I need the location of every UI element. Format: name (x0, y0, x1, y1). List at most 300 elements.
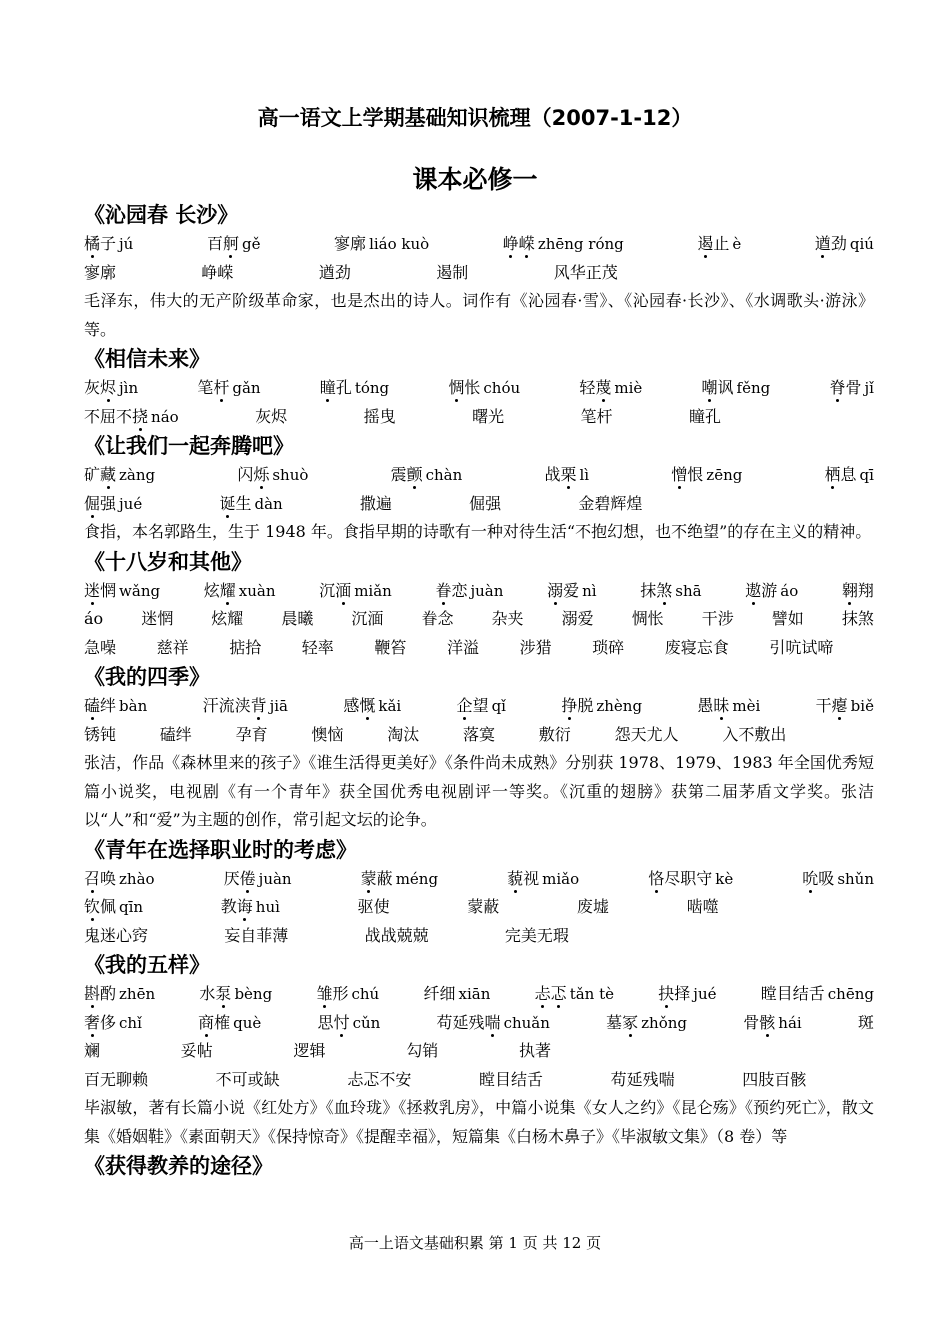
dotted-char: 瘪 (831, 696, 848, 715)
vocab-word (198, 1009, 261, 1038)
vocab-word (84, 1066, 148, 1095)
word-text: 苟延残喘 (610, 1069, 675, 1089)
dotted-char: 喘 (484, 1012, 501, 1032)
dotted-char: 雏 (316, 984, 333, 1003)
word-text: 惘 (100, 580, 117, 600)
word-text: 形 (332, 984, 349, 1003)
dotted-char: 眷 (435, 580, 452, 600)
pinyin: lì (579, 466, 590, 484)
word-text: 干 (815, 696, 832, 715)
vocab-row (84, 893, 874, 922)
dotted-char: 昧 (713, 696, 730, 715)
paragraph: 毕淑敏，著有长篇小说《红处方》《血玲珑》《拯救乳房》，中篇小说集《女人之约》《昆仑殇》《预约死亡》，散文集《婚姻鞋》《素面朝天》《保持惊奇》《提醒幸福》，短篇集《白杨木鼻子》《毕淑敏文集》（8 卷）等 (84, 1098, 874, 1146)
vocab-word (547, 577, 597, 606)
vocab-row (84, 230, 874, 259)
dotted-char: 蒙 (360, 868, 377, 888)
pinyin: zhèng (596, 697, 643, 715)
pinyin: xuàn (238, 581, 276, 600)
vocab-word (391, 461, 463, 490)
dotted-char: 钦 (84, 897, 101, 916)
word-text: 细 (439, 984, 456, 1003)
word-text: 勾销 (406, 1041, 439, 1060)
pinyin: shǔn (837, 869, 874, 888)
vocab-word (632, 605, 664, 634)
word-text: 止 (713, 234, 730, 253)
vocab-word (472, 403, 504, 432)
word-text: 矿 (84, 465, 101, 484)
section (84, 1151, 874, 1181)
vocab-word (578, 490, 642, 519)
dotted-char: 橘 (84, 234, 101, 253)
word-text: 引吭试啼 (769, 637, 834, 657)
vocab-word (360, 490, 392, 519)
dotted-char: 藐 (507, 868, 524, 888)
vocab-word (347, 1066, 411, 1095)
word-text: áo (84, 609, 104, 628)
vocab-word (334, 230, 429, 259)
vocab-word (84, 865, 155, 894)
section-title: 《相信未来》 (84, 347, 210, 371)
pinyin: chóu (483, 379, 521, 397)
section-title: 《获得教养的途径》 (84, 1154, 273, 1178)
vocab-word (320, 374, 389, 403)
pinyin: áo (780, 581, 799, 600)
pinyin: zhào (119, 869, 155, 888)
vocab-word (204, 577, 276, 606)
section-title: 《青年在选择职业时的考虑》 (84, 837, 357, 862)
vocab-word (374, 634, 406, 663)
word-text: 怅 (464, 378, 481, 397)
vocab-word (648, 865, 733, 894)
vocab-word (237, 461, 308, 490)
word-text: 完美无瑕 (504, 925, 569, 945)
section (84, 662, 874, 835)
pinyin: chǐ (119, 1013, 142, 1032)
word-text: 孕育 (235, 724, 268, 744)
word-text: 吸 (818, 868, 835, 888)
pinyin: huì (255, 898, 280, 916)
word-text: 寥廓 (84, 262, 117, 282)
vocab-word (219, 490, 282, 519)
vocab-row (84, 922, 874, 951)
vocab-word (492, 605, 524, 634)
vocab-word (358, 893, 390, 922)
dotted-char: 泵 (215, 984, 232, 1003)
dotted-char: 忖 (333, 1012, 350, 1032)
pinyin: tǎn tè (569, 985, 614, 1003)
pinyin: chàn (425, 466, 463, 484)
dotted-char: 湎 (335, 580, 352, 600)
section-title: 《我的五样》 (84, 953, 210, 977)
document-subtitle: 课本必修一 (412, 165, 538, 194)
vocab-word (671, 461, 742, 490)
dotted-char: 烬 (100, 378, 117, 397)
word-text: 择 (674, 984, 691, 1003)
vocab-word (702, 374, 771, 403)
word-text: 炫耀 (211, 609, 244, 628)
vocab-row (84, 259, 874, 288)
vocab-word (479, 1066, 543, 1095)
vocab-word (697, 230, 741, 259)
word-text: 沉 (319, 580, 336, 600)
vocab-word (463, 721, 495, 750)
word-text: 逻辑 (293, 1041, 326, 1060)
word-text: 百 (206, 234, 223, 253)
word-text: 骨 (845, 378, 862, 397)
word-text: 风华正茂 (553, 262, 618, 282)
dotted-char: 恪 (648, 868, 665, 888)
vocab-word (365, 922, 429, 951)
document-body (84, 200, 874, 1181)
vocab-word (84, 692, 147, 721)
paragraph: 张洁，作品《森林里来的孩子》《谁生活得更美好》《条件尚未成熟》分别获 1978、1979、1983 年全国优秀短篇小说奖，电视剧《有一个青年》获全国优秀电视剧评一等奖。《沉重的翅膀》获第二届茅盾文学奖。张洁以“人”和“爱”为主题的创作，常引起文坛的论争。 (84, 753, 874, 829)
word-text: 水 (199, 984, 216, 1003)
word-text: 啮噬 (686, 897, 719, 916)
pinyin: mèi (732, 697, 761, 715)
vocab-word (203, 692, 288, 721)
word-text: 墓 (606, 1012, 623, 1032)
vocab-word (457, 692, 506, 721)
word-text: 废墟 (576, 897, 609, 916)
pinyin: jǐ (864, 379, 874, 397)
word-text: 斓 (84, 1041, 101, 1060)
vocab-word (343, 692, 401, 721)
vocab-word (84, 230, 133, 259)
dotted-char: 憎 (671, 465, 688, 484)
vocab-word (769, 634, 833, 663)
section-title: 《沁园春 长沙》 (84, 203, 239, 227)
pinyin: bàn (119, 697, 148, 715)
dotted-char: 遏 (697, 234, 714, 253)
word-text: 震 (390, 465, 407, 484)
vocab-word (423, 980, 490, 1009)
vocab-word (84, 403, 179, 432)
vocab-word (665, 634, 729, 663)
word-text: 入不敷出 (722, 724, 787, 744)
word-text: 不屈不 (84, 406, 133, 426)
word-text: 轻率 (301, 637, 334, 657)
word-text: 子 (100, 234, 117, 253)
dotted-char: 冢 (622, 1012, 639, 1032)
word-text: 骨 (743, 1012, 760, 1032)
vocab-word (742, 1066, 806, 1095)
section (84, 344, 874, 431)
vocab-word (520, 634, 552, 663)
vocab-word (448, 374, 520, 403)
word-text: 闪 (237, 465, 254, 484)
dotted-char: 遒 (814, 234, 831, 253)
vocab-word (224, 865, 292, 894)
word-text: 恋 (451, 580, 468, 600)
vocab-word (281, 605, 313, 634)
section (84, 200, 874, 344)
word-text: 磕绊 (159, 724, 192, 744)
dotted-char: 嘲 (701, 378, 718, 397)
vocab-word (640, 577, 701, 606)
dotted-char: 忐忑 (534, 984, 567, 1003)
word-text: 爱 (563, 580, 580, 600)
dotted-char: 蔑 (595, 378, 612, 397)
word-text: 蔽 (376, 868, 393, 888)
vocab-word (364, 403, 396, 432)
word-text: 战战兢兢 (364, 925, 429, 945)
vocab-word (722, 721, 786, 750)
vocab-word (437, 1009, 550, 1038)
word-text: 愚 (697, 696, 714, 715)
pinyin: náo (151, 407, 179, 426)
vocab-word (84, 980, 155, 1009)
dotted-char: 遨 (745, 580, 762, 600)
vocab-word (842, 577, 874, 606)
vocab-word (311, 721, 343, 750)
word-text: 迷惘 (141, 609, 174, 628)
dotted-char: 峥嵘 (502, 234, 535, 253)
vocab-word (842, 605, 874, 634)
word-text: 瞠目结舌 (478, 1069, 543, 1089)
vocab-word (84, 577, 160, 606)
pinyin: fěng (736, 379, 771, 397)
dotted-char: 迷 (84, 580, 101, 600)
word-text: 佩 (100, 897, 117, 916)
vocab-word (199, 980, 272, 1009)
word-text: 懊恼 (311, 724, 344, 744)
dotted-char: 背 (250, 696, 267, 715)
vocab-word (351, 605, 383, 634)
vocab-word (207, 230, 261, 259)
vocab-row (84, 403, 874, 432)
dotted-char: 煞 (656, 580, 673, 600)
word-text: 孔 (335, 378, 352, 397)
word-text: 劲 (830, 234, 847, 253)
word-text: 杂夹 (491, 609, 524, 628)
dotted-char: 诞 (219, 493, 236, 513)
pinyin: xiān (458, 985, 491, 1003)
word-text: 金碧辉煌 (578, 493, 643, 513)
word-text: 不可或缺 (215, 1069, 280, 1089)
word-text: 掂拾 (229, 637, 262, 657)
pinyin: miè (614, 379, 643, 397)
word-text: 教 (220, 897, 237, 916)
vocab-word (544, 461, 589, 490)
vocab-word (561, 692, 642, 721)
pinyin: chuǎn (503, 1013, 550, 1032)
word-text: 恨 (687, 465, 704, 484)
word-text: 沉湎 (351, 609, 384, 628)
vocab-word (745, 577, 798, 606)
word-text: 思 (317, 1012, 334, 1032)
vocab-word (224, 922, 288, 951)
word-text: 游 (761, 580, 778, 600)
word-text: 洋溢 (446, 637, 479, 657)
word-text: 四肢百骸 (742, 1069, 807, 1089)
vocab-row (84, 605, 874, 634)
word-text: 翔 (857, 580, 874, 600)
dotted-char: 磕 (84, 696, 101, 715)
word-text: 望 (472, 696, 489, 715)
pinyin: zhēng róng (537, 235, 624, 253)
dotted-char: 颤 (406, 465, 423, 484)
word-text: 斑 (857, 1012, 874, 1032)
vocab-word (84, 893, 143, 922)
vocab-word (772, 605, 804, 634)
vocab-word (606, 1009, 687, 1038)
word-text: 眷念 (421, 609, 454, 628)
dotted-char: 商 (198, 1012, 215, 1032)
vocab-word (84, 461, 155, 490)
vocab-word (658, 980, 716, 1009)
word-text: 视 (523, 868, 540, 888)
pinyin: jué (693, 985, 717, 1003)
word-text: 驱使 (357, 897, 390, 916)
word-text: 汗流浃 (202, 696, 251, 715)
vocab-word (255, 403, 287, 432)
vocab-word (361, 865, 438, 894)
pinyin: qī (859, 466, 874, 484)
word-text: 敷衍 (538, 724, 571, 744)
dotted-char: 惆 (448, 378, 465, 397)
pinyin: tóng (354, 379, 390, 397)
vocab-word (421, 605, 453, 634)
vocab-word (160, 721, 192, 750)
word-text: 淘汰 (387, 724, 420, 744)
vocab-word (469, 490, 501, 519)
dotted-char: 奢 (84, 1012, 101, 1032)
word-text: 执著 (519, 1041, 552, 1060)
section-title: 《十八岁和其他》 (84, 549, 252, 574)
pinyin: juàn (470, 581, 504, 600)
word-text: 灰烬 (255, 406, 288, 426)
vocab-word (84, 1037, 100, 1066)
vocab-word (387, 721, 419, 750)
vocab-word (858, 1009, 874, 1038)
pinyin: què (233, 1013, 262, 1032)
word-text: 倔强 (469, 493, 502, 513)
vocab-word (535, 980, 614, 1009)
pinyin: miǎo (542, 869, 580, 888)
word-text: 涉猎 (519, 637, 552, 657)
dotted-char: 翱 (841, 580, 858, 600)
vocab-word (84, 922, 148, 951)
word-text: 轻 (579, 378, 596, 397)
dotted-char: 斟 (84, 984, 101, 1003)
vocab-word (562, 605, 594, 634)
dotted-char: 挣 (561, 696, 578, 715)
word-text: 遏制 (436, 262, 469, 282)
word-text: 蒙蔽 (467, 897, 500, 916)
pinyin: zàng (119, 466, 156, 484)
vocab-word (201, 259, 233, 288)
word-text: 尽职守 (664, 868, 713, 888)
page-footer: 高一上语文基础积累 第 1 页 共 12 页 (348, 1234, 602, 1252)
vocab-word (84, 374, 138, 403)
word-text: 息 (840, 465, 857, 484)
word-text: 笔杆 (580, 406, 613, 426)
pinyin: chú (351, 985, 380, 1003)
word-text: 侈 (100, 1012, 117, 1032)
word-text: 笔 (197, 378, 214, 397)
dotted-char: 杆 (213, 378, 230, 397)
dotted-char: 企 (456, 696, 473, 715)
word-text: 抹 (640, 580, 657, 600)
dotted-char: 藏 (100, 465, 117, 484)
vocab-word (84, 634, 116, 663)
pinyin: zhǒng (641, 1013, 688, 1032)
word-text: 妄自菲薄 (224, 925, 289, 945)
pinyin: jú (119, 235, 134, 253)
pinyin: zhēn (119, 985, 156, 1003)
pinyin: qīn (119, 898, 144, 916)
word-text: 鬼迷心窍 (84, 925, 149, 945)
word-text: 瞠目结舌 (760, 984, 825, 1003)
vocab-word (761, 980, 874, 1009)
word-text: 遒劲 (318, 262, 351, 282)
dotted-char: 抉 (658, 984, 675, 1003)
vocab-word (84, 1009, 142, 1038)
word-text: 譬如 (771, 609, 804, 628)
word-text: 摇曳 (363, 406, 396, 426)
vocab-word (84, 605, 103, 634)
dotted-char: 召 (84, 868, 101, 888)
word-text: 战 (544, 465, 561, 484)
dotted-char: 吮 (802, 868, 819, 888)
word-text: 脱 (577, 696, 594, 715)
vocab-word (157, 634, 189, 663)
vocab-row (84, 1009, 874, 1038)
vocab-word (592, 634, 624, 663)
word-text: 晨曦 (281, 609, 314, 628)
pinyin: biě (850, 697, 874, 715)
dotted-char: 烁 (253, 465, 270, 484)
dotted-char: 挠 (132, 406, 149, 426)
pinyin: kè (715, 869, 734, 888)
word-text: 锈钝 (84, 724, 117, 744)
pinyin: jiā (269, 697, 289, 715)
vocab-row (84, 577, 874, 606)
pinyin: miǎn (354, 581, 392, 600)
vocab-word (84, 490, 142, 519)
vocab-word (181, 1037, 213, 1066)
vocab-word (507, 865, 579, 894)
paragraph: 毛泽东，伟大的无产阶级革命家，也是杰出的诗人。词作有《沁园春·雪》、《沁园春·长沙》、《水调歌头·游泳》等。 (84, 291, 874, 339)
pinyin: kǎi (378, 697, 402, 715)
word-text: 纤 (423, 984, 440, 1003)
vocab-word (221, 893, 280, 922)
dotted-char: 骸 (759, 1012, 776, 1032)
word-text: 废寝忘食 (664, 637, 729, 657)
vocab-word (539, 721, 571, 750)
vocab-word (236, 721, 268, 750)
word-text: 怨天尤人 (614, 724, 679, 744)
pinyin: dàn (254, 494, 283, 513)
vocab-word (519, 1037, 551, 1066)
vocab-word (815, 230, 874, 259)
vocab-word (577, 893, 609, 922)
vocab-word (406, 1037, 438, 1066)
vocab-word (319, 259, 351, 288)
pinyin: è (732, 235, 742, 253)
vocab-row (84, 692, 874, 721)
vocab-word (687, 893, 719, 922)
dotted-char: 瞳 (319, 378, 336, 397)
vocab-word (505, 922, 569, 951)
word-text: 灰 (84, 378, 101, 397)
pinyin: wǎng (119, 581, 161, 600)
vocab-word (467, 893, 499, 922)
section-title: 《让我们一起奔腾吧》 (84, 434, 294, 458)
dotted-char: 舸 (222, 234, 239, 253)
section (84, 547, 874, 663)
vocab-word (615, 721, 679, 750)
